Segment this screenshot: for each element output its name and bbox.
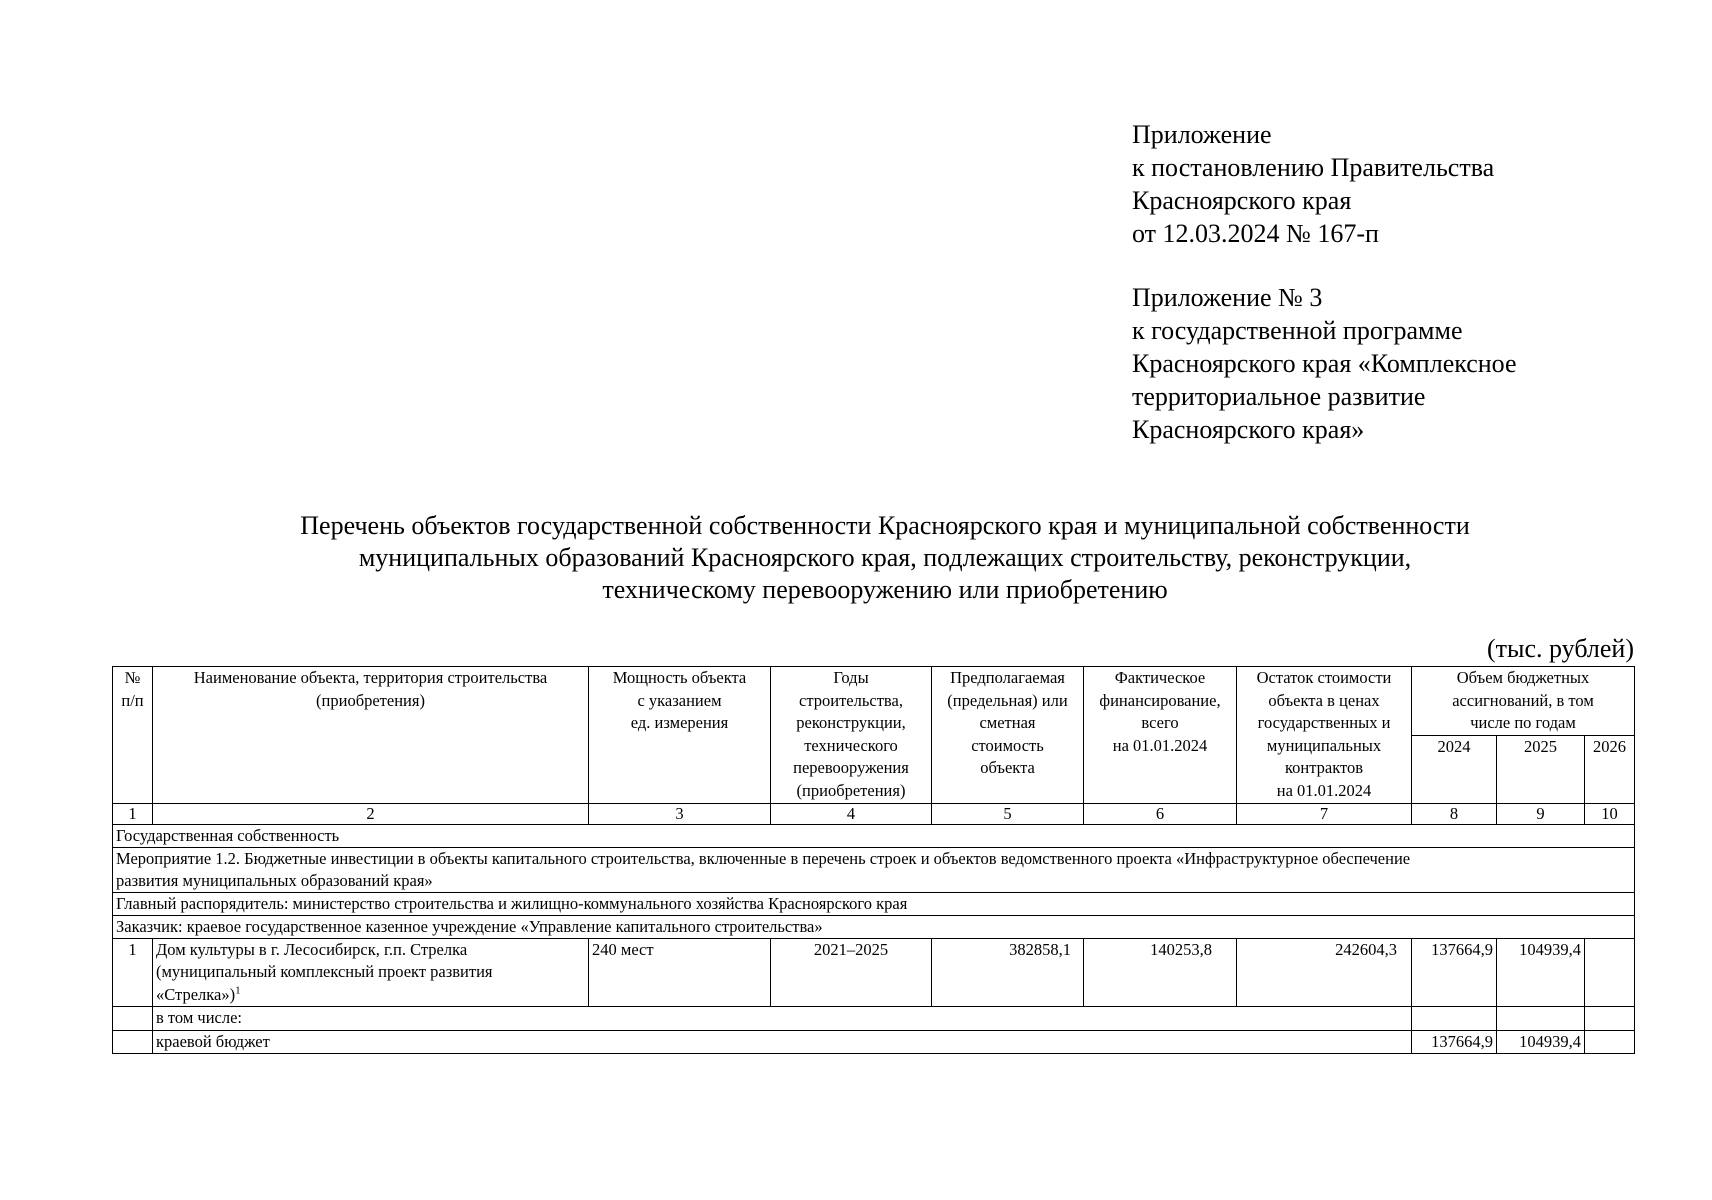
object-actual-financing: 140253,8 — [1084, 938, 1237, 1007]
section-measure-row — [113, 847, 1635, 892]
empty-cell — [1585, 1007, 1635, 1031]
appendix-header — [1132, 118, 1517, 446]
section-ownership: Государственная собственность — [113, 824, 1635, 847]
header-text: объекта — [980, 758, 1035, 777]
units-label: (тыс. рублей) — [1486, 634, 1634, 663]
table-row — [113, 1030, 1635, 1054]
object-2026 — [1585, 938, 1635, 1007]
header-text: финансирование, — [1099, 690, 1221, 710]
document-title — [110, 510, 1660, 606]
footnote-mark: 1 — [235, 984, 241, 996]
header-text: Предполагаемая — [950, 668, 1065, 687]
header-text: контрактов — [1284, 758, 1364, 777]
header-actual-financing — [1084, 667, 1237, 804]
header-name — [153, 667, 589, 804]
header-text: (приобретения) — [796, 780, 906, 800]
appendix-line: Приложение — [1132, 120, 1272, 149]
header-text: (предельная) или — [947, 690, 1068, 710]
header-year-2026: 2026 — [1585, 735, 1635, 803]
object-name-line-text: «Стрелка») — [156, 984, 236, 1004]
object-name-line: Дом культуры в г. Лесосибирск, г.п. Стрелка — [156, 939, 468, 959]
appendix-line: Красноярского края «Комплексное — [1132, 349, 1517, 378]
including-label: в том числе: — [153, 1007, 1412, 1031]
column-number: 8 — [1412, 803, 1497, 824]
column-number: 3 — [589, 803, 771, 824]
header-text: Объем бюджетных — [1456, 668, 1590, 687]
header-text: сметная — [979, 713, 1036, 732]
object-name — [153, 938, 589, 1007]
object-num: 1 — [113, 938, 153, 1007]
header-text: на 01.01.2024 — [1112, 735, 1208, 755]
header-text: ассигнований, в том — [1452, 690, 1594, 710]
header-text: Остаток стоимости — [1256, 668, 1392, 687]
empty-cell — [1412, 1007, 1497, 1031]
objects-table — [112, 666, 1635, 1054]
empty-cell — [113, 1030, 153, 1054]
appendix-line: территориальное развитие — [1132, 382, 1426, 411]
section-ownership-row — [113, 824, 1635, 847]
header-text: муниципальных — [1266, 735, 1382, 755]
appendix-block-resolution — [1132, 118, 1517, 250]
header-text: № — [124, 668, 141, 687]
header-text: технического — [804, 735, 898, 755]
section-measure-line: Мероприятие 1.2. Бюджетные инвестиции в объекты капитального строительства, включенные в перечень строек и объектов ведомственного проекта «Инфраструктурное обеспечение — [116, 848, 1411, 868]
object-2024: 137664,9 — [1412, 938, 1497, 1007]
header-text: Годы — [833, 668, 869, 687]
section-customer-row — [113, 915, 1635, 938]
column-number: 4 — [771, 803, 932, 824]
column-number: 2 — [153, 803, 589, 824]
appendix-line: от 12.03.2024 № 167-п — [1132, 219, 1379, 248]
header-estimated-cost — [932, 667, 1084, 804]
section-manager-row — [113, 892, 1635, 915]
section-measure — [113, 847, 1635, 892]
header-text: строительства, — [799, 690, 903, 710]
regional-2026 — [1585, 1030, 1635, 1054]
header-text: Мощность объекта — [612, 668, 747, 687]
header-text: Фактическое — [1114, 668, 1206, 687]
object-name-line: (муниципальный комплексный проект развития — [156, 962, 493, 981]
object-years: 2021–2025 — [771, 938, 932, 1007]
header-capacity — [589, 667, 771, 804]
header-text: п/п — [121, 690, 144, 710]
object-name-line — [156, 984, 585, 1007]
empty-cell — [1497, 1007, 1585, 1031]
title-line: техническому перевооружению или приобретению — [602, 575, 1168, 604]
column-number: 1 — [113, 803, 153, 824]
column-number: 7 — [1237, 803, 1412, 824]
header-row — [113, 667, 1635, 736]
regional-budget-label: краевой бюджет — [153, 1030, 1412, 1054]
appendix-line: к постановлению Правительства — [1132, 153, 1495, 182]
header-year-2025: 2025 — [1497, 735, 1585, 803]
header-text: числе по годам — [1470, 713, 1576, 732]
header-years — [771, 667, 932, 804]
title-line: муниципальных образований Красноярского края, подлежащих строительству, реконструкции, — [358, 543, 1412, 572]
header-text: (приобретения) — [316, 690, 425, 710]
section-manager: Главный распорядитель: министерство строительства и жилищно-коммунального хозяйства Красноярского края — [113, 892, 1635, 915]
section-customer: Заказчик: краевое государственное казенное учреждение «Управление капитального строительства» — [113, 915, 1635, 938]
column-number: 9 — [1497, 803, 1585, 824]
column-number: 10 — [1585, 803, 1635, 824]
header-year-2024: 2024 — [1412, 735, 1497, 803]
header-remaining-cost — [1237, 667, 1412, 804]
section-measure-line: развития муниципальных образований края» — [116, 870, 433, 890]
header-text: объекта в ценах — [1268, 690, 1380, 710]
appendix-line: Красноярского края» — [1132, 415, 1365, 444]
header-text: государственных и — [1257, 713, 1391, 732]
column-number: 5 — [932, 803, 1084, 824]
header-text: с указанием — [637, 690, 722, 710]
header-text: стоимость — [971, 735, 1044, 755]
regional-2024: 137664,9 — [1412, 1030, 1497, 1054]
column-number: 6 — [1084, 803, 1237, 824]
appendix-block-program — [1132, 281, 1517, 446]
object-estimated-cost: 382858,1 — [932, 938, 1084, 1007]
column-numbers-row — [113, 803, 1635, 824]
object-capacity: 240 мест — [589, 938, 771, 1007]
header-text: ед. измерения — [630, 713, 729, 732]
header-text: реконструкции, — [796, 713, 906, 732]
appendix-line: к государственной программе — [1132, 316, 1463, 345]
table-row — [113, 1007, 1635, 1031]
header-text: Наименование объекта, территория строительства — [193, 668, 548, 687]
appendix-line: Приложение № 3 — [1132, 283, 1323, 312]
header-text: на 01.01.2024 — [1276, 780, 1372, 800]
object-2025: 104939,4 — [1497, 938, 1585, 1007]
header-budget-allocations — [1412, 667, 1635, 736]
regional-2025: 104939,4 — [1497, 1030, 1585, 1054]
header-text: всего — [1141, 713, 1179, 732]
header-num — [113, 667, 153, 804]
header-text: перевооружения — [793, 758, 909, 777]
empty-cell — [113, 1007, 153, 1031]
object-remaining-cost: 242604,3 — [1237, 938, 1412, 1007]
title-line: Перечень объектов государственной собственности Красноярского края и муниципальной собственности — [300, 511, 1470, 540]
table-row — [113, 938, 1635, 1007]
appendix-line: Красноярского края — [1132, 186, 1352, 215]
